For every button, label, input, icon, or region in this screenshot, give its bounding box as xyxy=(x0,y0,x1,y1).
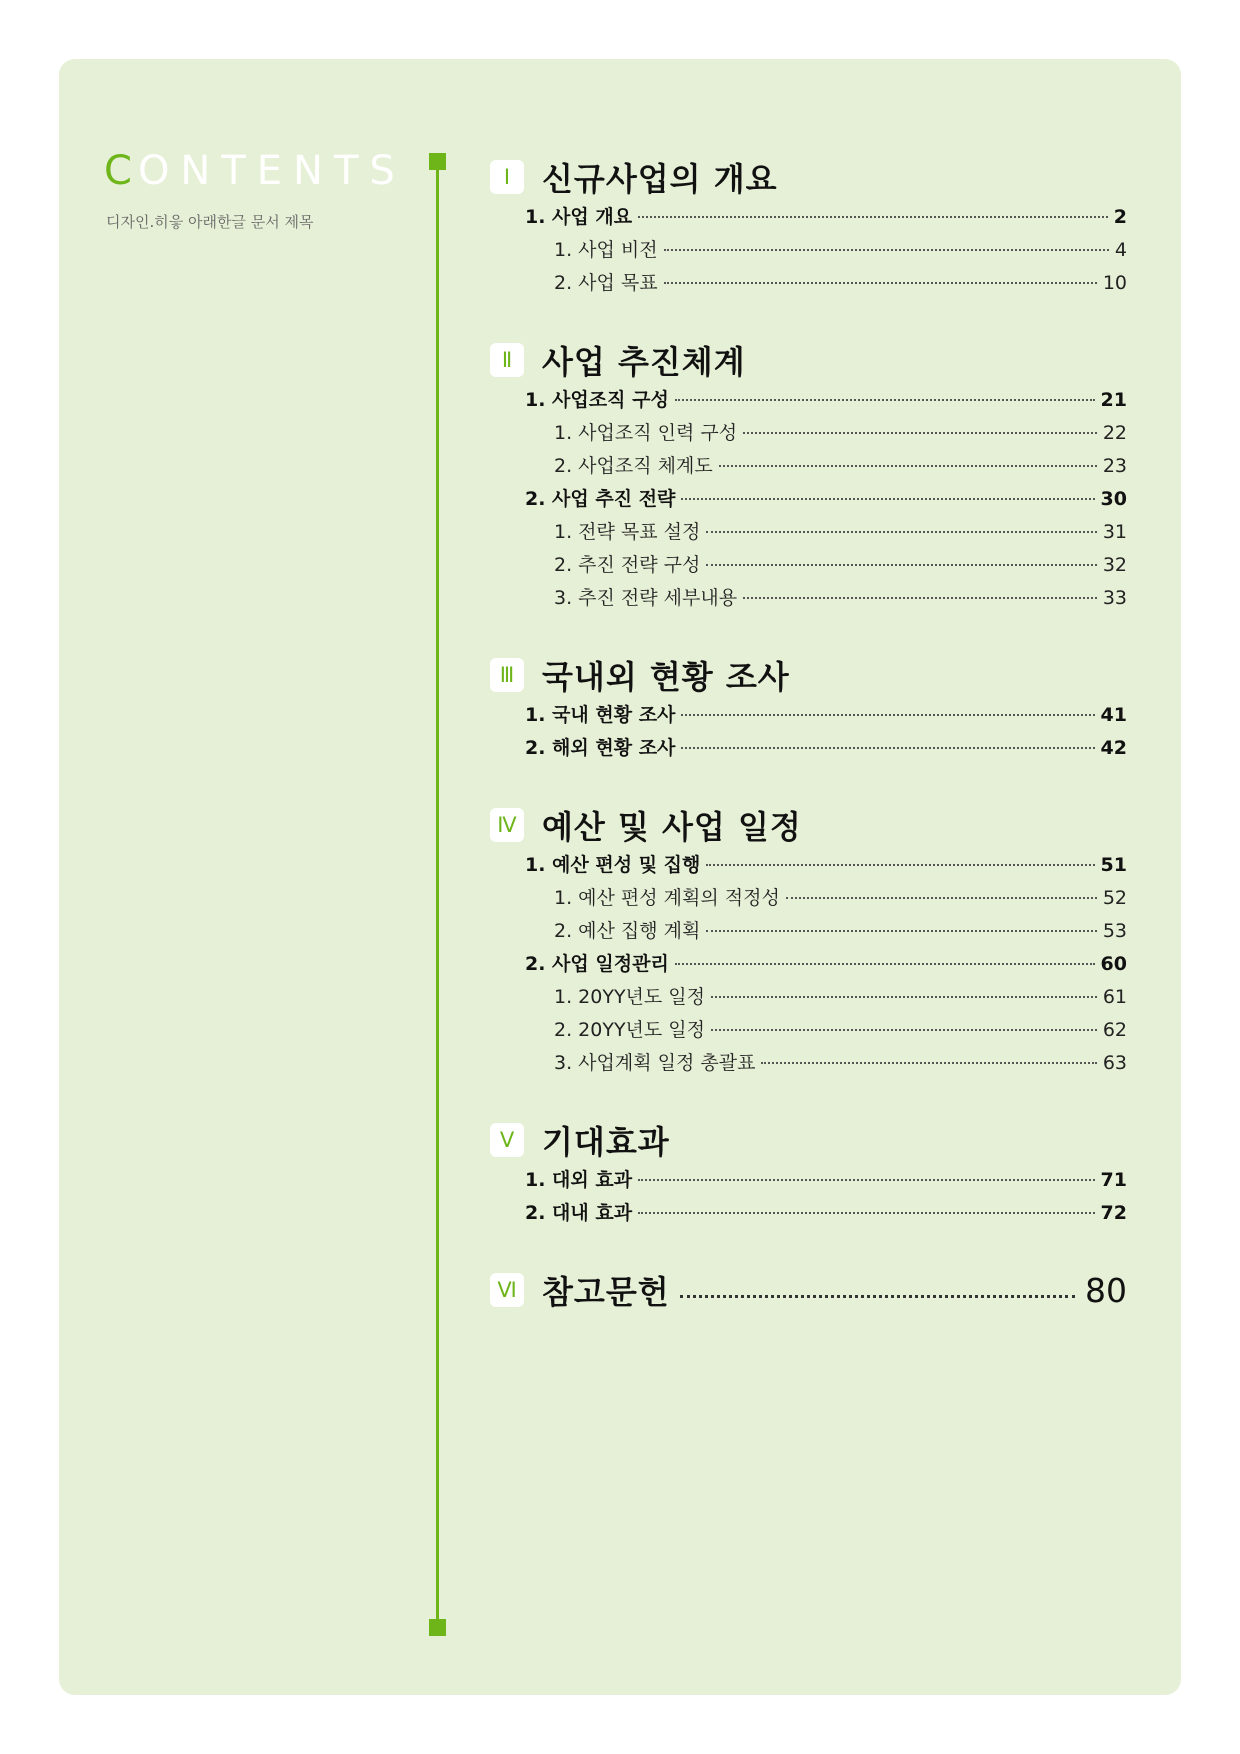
dot-leader xyxy=(706,564,1096,566)
entry-label: 1. 사업 비전 xyxy=(554,239,658,261)
chapter-heading[interactable] xyxy=(490,339,1127,381)
dot-leader xyxy=(681,747,1094,749)
chapter-number-badge: Ⅲ xyxy=(490,658,524,692)
toc-subsection-entry[interactable] xyxy=(490,1048,1127,1081)
dot-leader xyxy=(711,996,1097,998)
entry-label: 2. 사업조직 체계도 xyxy=(554,455,713,477)
timeline-top-marker xyxy=(429,153,446,170)
page-number: 41 xyxy=(1100,704,1127,726)
toc-section-entry[interactable] xyxy=(490,850,1127,883)
table-of-contents xyxy=(490,156,1127,1349)
chapter-heading[interactable] xyxy=(490,1119,1127,1161)
chapter-heading[interactable] xyxy=(490,1269,1127,1311)
chapter-title: 참고문헌 xyxy=(542,1273,670,1311)
page-number: 32 xyxy=(1102,554,1127,576)
entry-label: 1. 국내 현황 조사 xyxy=(525,704,676,726)
page-number: 51 xyxy=(1100,854,1127,876)
dot-leader xyxy=(675,963,1095,965)
page-number: 52 xyxy=(1102,887,1127,909)
dot-leader xyxy=(706,531,1096,533)
entry-label: 2. 해외 현황 조사 xyxy=(525,737,676,759)
entry-label: 1. 예산 편성 계획의 적정성 xyxy=(554,887,780,909)
page-number: 4 xyxy=(1114,239,1127,261)
toc-subsection-entry[interactable] xyxy=(490,883,1127,916)
chapter-title: 국내외 현황 조사 xyxy=(542,658,790,696)
entry-label: 1. 사업조직 인력 구성 xyxy=(554,422,738,444)
entry-label: 1. 예산 편성 및 집행 xyxy=(525,854,701,876)
page-number: 72 xyxy=(1100,1202,1127,1224)
chapter-number-badge: Ⅰ xyxy=(490,160,524,194)
dot-leader xyxy=(743,597,1097,599)
entry-label: 2. 20YY년도 일정 xyxy=(554,1019,706,1041)
chapter-heading[interactable] xyxy=(490,156,1127,198)
toc-section-entry[interactable] xyxy=(490,202,1127,235)
toc-section-entry[interactable] xyxy=(490,1165,1127,1198)
toc-chapter xyxy=(490,654,1127,766)
toc-chapter xyxy=(490,1119,1127,1231)
chapter-number-badge: Ⅱ xyxy=(490,343,524,377)
dot-leader xyxy=(638,216,1108,218)
page-number: 22 xyxy=(1102,422,1127,444)
dot-leader xyxy=(664,249,1109,251)
entry-label: 2. 사업 추진 전략 xyxy=(525,488,676,510)
contents-title-rest: ONTENTS xyxy=(137,148,406,194)
dot-leader xyxy=(706,864,1094,866)
toc-subsection-entry[interactable] xyxy=(490,550,1127,583)
entry-label: 1. 사업 개요 xyxy=(525,206,633,228)
chapter-heading[interactable] xyxy=(490,654,1127,696)
dot-leader xyxy=(719,465,1097,467)
dot-leader xyxy=(675,399,1095,401)
page-number: 42 xyxy=(1100,737,1127,759)
page-number: 63 xyxy=(1102,1052,1127,1074)
toc-subsection-entry[interactable] xyxy=(490,418,1127,451)
toc-subsection-entry[interactable] xyxy=(490,235,1127,268)
dot-leader xyxy=(711,1029,1097,1031)
entry-label: 3. 추진 전략 세부내용 xyxy=(554,587,738,609)
toc-section-entry[interactable] xyxy=(490,733,1127,766)
chapter-number-badge: Ⅴ xyxy=(490,1123,524,1157)
entry-label: 2. 대내 효과 xyxy=(525,1202,633,1224)
toc-subsection-entry[interactable] xyxy=(490,583,1127,616)
chapter-heading[interactable] xyxy=(490,804,1127,846)
entry-label: 2. 사업 목표 xyxy=(554,272,658,294)
toc-subsection-entry[interactable] xyxy=(490,451,1127,484)
page-number: 21 xyxy=(1100,389,1127,411)
toc-subsection-entry[interactable] xyxy=(490,268,1127,301)
timeline-bottom-marker xyxy=(429,1619,446,1636)
chapter-title: 예산 및 사업 일정 xyxy=(542,808,802,846)
document-subtitle: 디자인.히읗 아래한글 문서 제목 xyxy=(106,213,314,231)
page-number: 60 xyxy=(1100,953,1127,975)
toc-chapter xyxy=(490,804,1127,1081)
dot-leader xyxy=(761,1062,1096,1064)
chapter-number-badge: Ⅳ xyxy=(490,808,524,842)
toc-chapter xyxy=(490,339,1127,616)
page-number: 10 xyxy=(1102,272,1127,294)
contents-title-initial: C xyxy=(104,148,138,194)
dot-leader xyxy=(681,498,1094,500)
toc-chapter xyxy=(490,1269,1127,1311)
toc-section-entry[interactable] xyxy=(490,700,1127,733)
toc-section-entry[interactable] xyxy=(490,949,1127,982)
page-number: 71 xyxy=(1100,1169,1127,1191)
page-number: 23 xyxy=(1102,455,1127,477)
entry-label: 1. 전략 목표 설정 xyxy=(554,521,701,543)
toc-subsection-entry[interactable] xyxy=(490,1015,1127,1048)
dot-leader xyxy=(786,897,1097,899)
dot-leader xyxy=(706,930,1096,932)
toc-subsection-entry[interactable] xyxy=(490,916,1127,949)
page-number: 80 xyxy=(1085,1270,1127,1310)
timeline-line xyxy=(436,155,439,1630)
dot-leader xyxy=(743,432,1097,434)
toc-subsection-entry[interactable] xyxy=(490,517,1127,550)
dot-leader xyxy=(680,1295,1075,1298)
entry-label: 3. 사업계획 일정 총괄표 xyxy=(554,1052,756,1074)
dot-leader xyxy=(638,1212,1094,1214)
toc-section-entry[interactable] xyxy=(490,484,1127,517)
toc-chapter xyxy=(490,156,1127,301)
page-number: 53 xyxy=(1102,920,1127,942)
dot-leader xyxy=(681,714,1094,716)
page-number: 62 xyxy=(1102,1019,1127,1041)
entry-label: 1. 대외 효과 xyxy=(525,1169,633,1191)
page-number: 33 xyxy=(1102,587,1127,609)
entry-label: 2. 예산 집행 계획 xyxy=(554,920,701,942)
chapter-number-badge: Ⅵ xyxy=(490,1273,524,1307)
contents-title xyxy=(104,146,406,196)
chapter-title: 신규사업의 개요 xyxy=(542,160,778,198)
chapter-title: 사업 추진체계 xyxy=(542,343,746,381)
page-number: 61 xyxy=(1102,986,1127,1008)
toc-section-entry[interactable] xyxy=(490,385,1127,418)
entry-label: 1. 사업조직 구성 xyxy=(525,389,669,411)
toc-subsection-entry[interactable] xyxy=(490,982,1127,1015)
toc-section-entry[interactable] xyxy=(490,1198,1127,1231)
page-number: 31 xyxy=(1102,521,1127,543)
entry-label: 1. 20YY년도 일정 xyxy=(554,986,706,1008)
entry-label: 2. 추진 전략 구성 xyxy=(554,554,701,576)
dot-leader xyxy=(638,1179,1094,1181)
page-number: 30 xyxy=(1100,488,1127,510)
chapter-title: 기대효과 xyxy=(542,1123,670,1161)
dot-leader xyxy=(664,282,1097,284)
page-number: 2 xyxy=(1113,206,1127,228)
entry-label: 2. 사업 일정관리 xyxy=(525,953,669,975)
